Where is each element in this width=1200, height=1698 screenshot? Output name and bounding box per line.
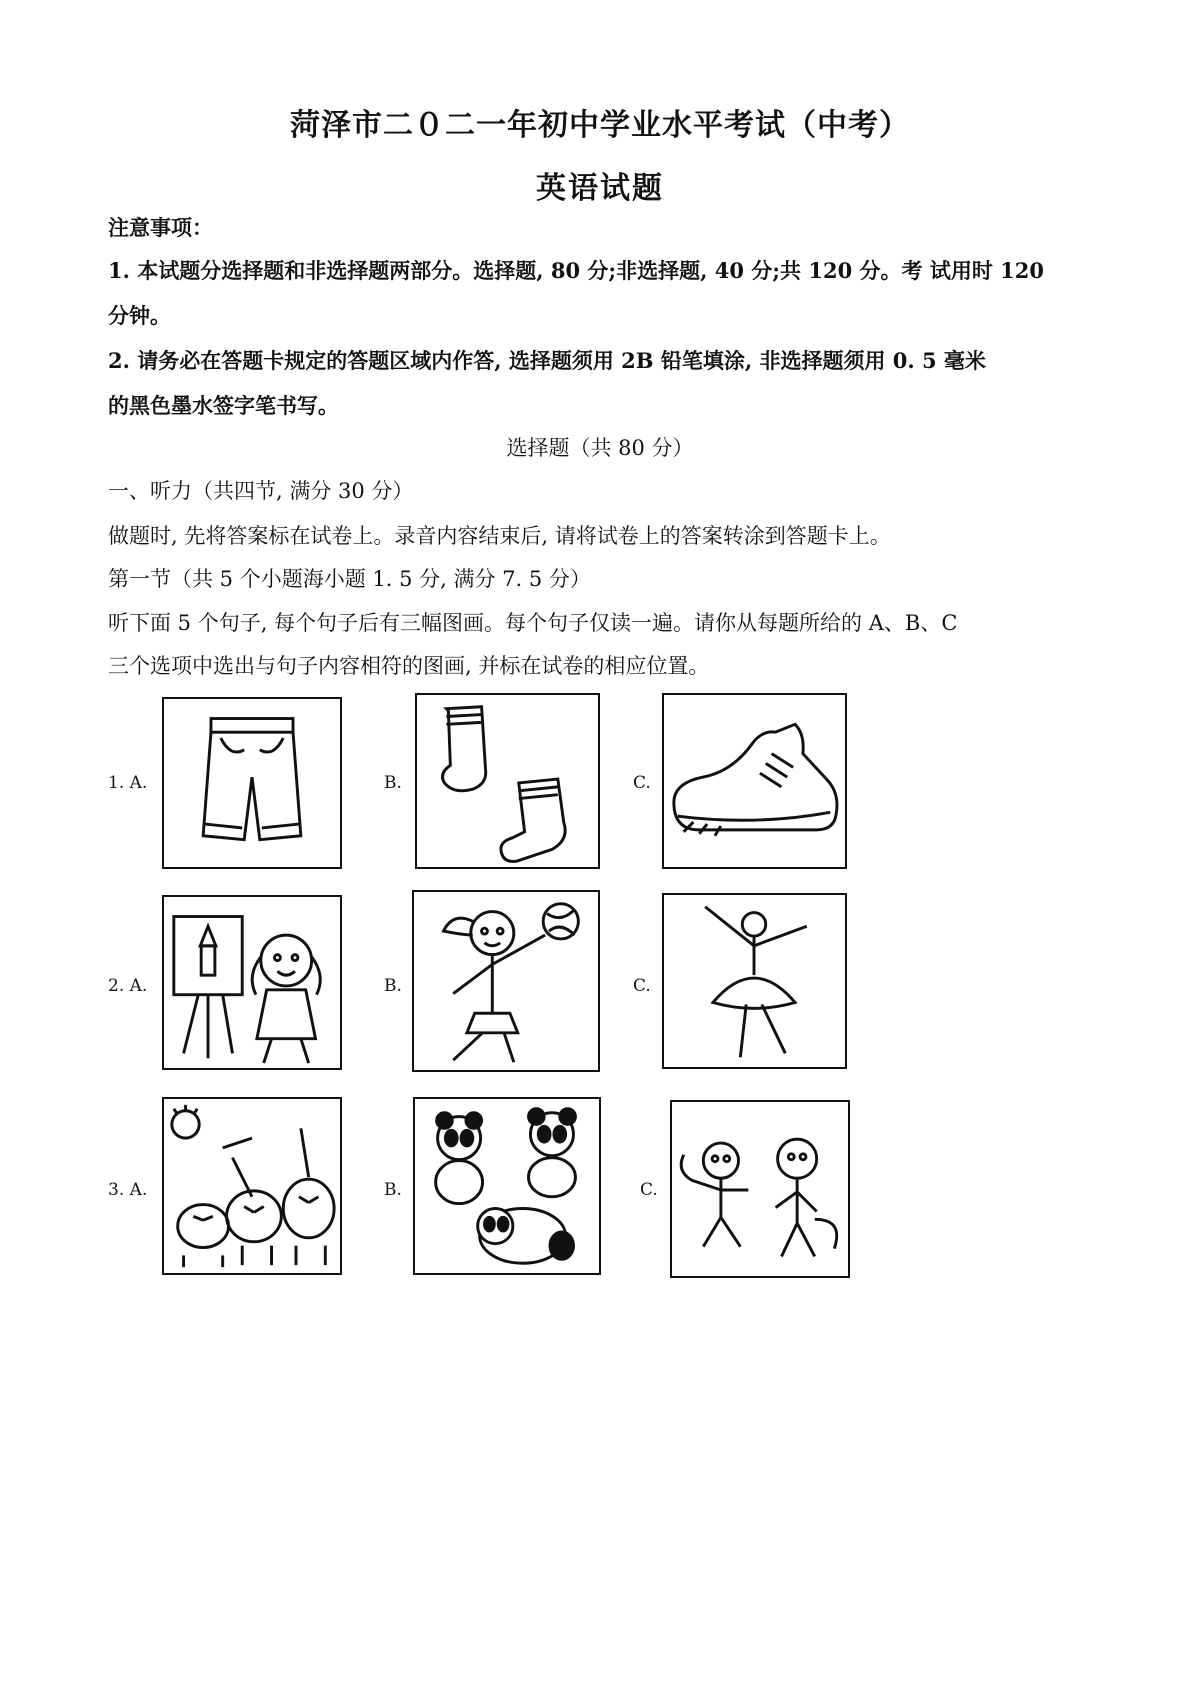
notice-item-1: 1. 本试题分选择题和非选择题两部分。选择题, 80 分;非选择题, 40 分;共 120 分。考 试用时 120 [108, 258, 1044, 283]
exam-title: 菏泽市二０二一年初中学业水平考试（中考） [290, 108, 910, 143]
girl-ball-icon [412, 890, 600, 1072]
socks-icon [415, 693, 600, 869]
exam-subtitle: 英语试题 [536, 171, 664, 206]
notice-heading: 注意事项： [108, 215, 213, 240]
sub1-title: 第一节（共 5 个小题海小题 1. 5 分, 满分 7. 5 分） [108, 567, 591, 591]
part1-instruction: 做题时, 先将答案标在试卷上。录音内容结束后, 请将试卷上的答案转涂到答题卡上。 [108, 524, 891, 548]
q2-label-b: B. [384, 976, 402, 996]
tigers-icon [162, 1097, 342, 1275]
q3-label-c: C. [640, 1180, 658, 1200]
q3-label-b: B. [384, 1180, 402, 1200]
sneakers-icon [662, 693, 847, 869]
notice-item-1-cont: 分钟。 [108, 303, 171, 328]
q2-label-a: 2. A. [108, 976, 148, 996]
sub1-instruction: 听下面 5 个句子, 每个句子后有三幅图画。每个句子仅读一遍。请你从每题所给的 A、B、C [108, 611, 958, 635]
monkeys-icon [670, 1100, 850, 1278]
notice-item-2-cont: 的黑色墨水签字笔书写。 [108, 393, 339, 418]
q1-label-b: B. [384, 773, 402, 793]
ballerina-icon [662, 893, 847, 1069]
girl-painting-icon [162, 895, 342, 1070]
shorts-icon [162, 697, 342, 869]
q3-label-a: 3. A. [108, 1180, 148, 1200]
choice-section-title: 选择题（共 80 分） [506, 436, 694, 460]
notice-item-2: 2. 请务必在答题卡规定的答题区域内作答, 选择题须用 2B 铅笔填涂, 非选择题须用 0. 5 毫米 [108, 348, 986, 373]
q1-label-a: 1. A. [108, 773, 148, 793]
pandas-icon [413, 1097, 601, 1275]
q2-label-c: C. [633, 976, 651, 996]
q1-label-c: C. [633, 773, 651, 793]
part1-title: 一、听力（共四节, 满分 30 分） [108, 479, 414, 503]
sub1-instruction-cont: 三个选项中选出与句子内容相符的图画, 并标在试卷的相应位置。 [108, 654, 710, 678]
